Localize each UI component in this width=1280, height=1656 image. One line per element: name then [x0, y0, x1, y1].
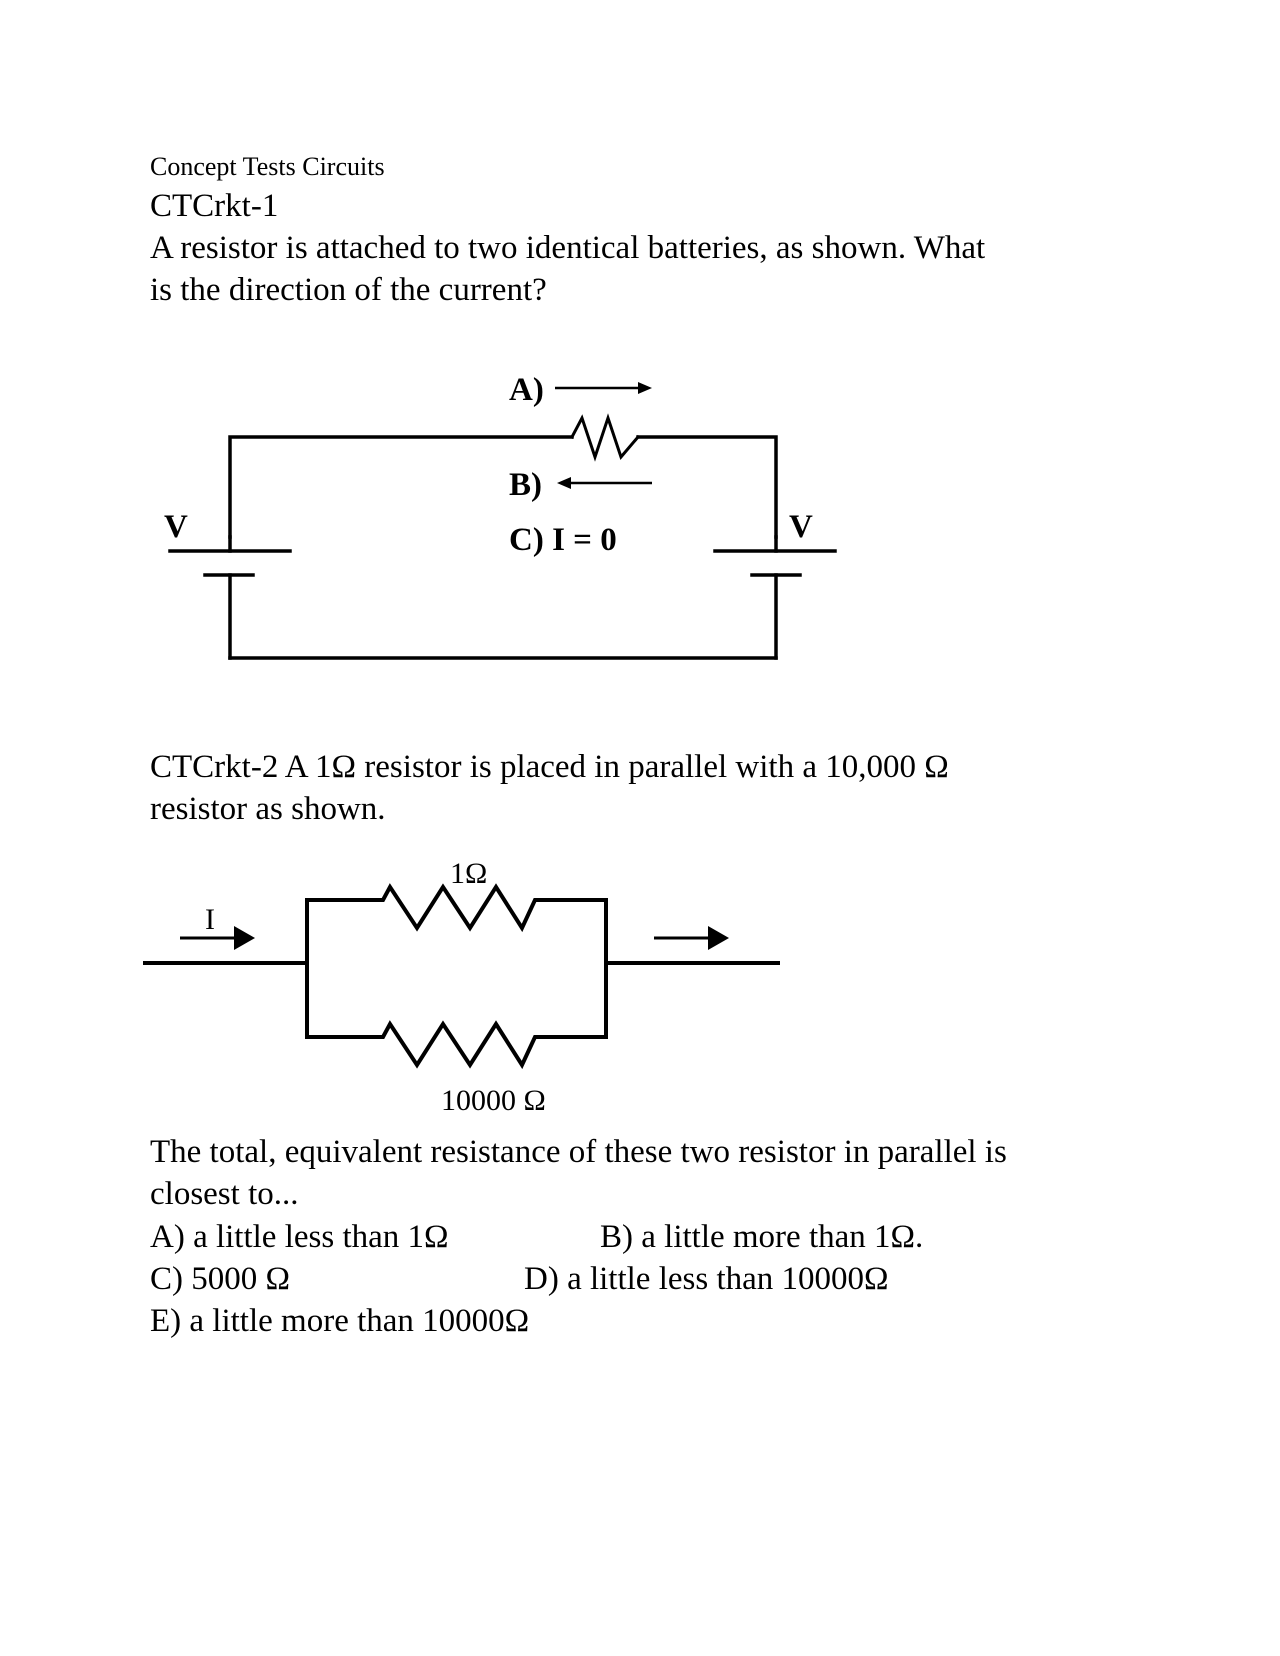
current-label: I: [205, 903, 215, 936]
arrow-left-head: [557, 477, 571, 489]
q2-question-line2: closest to...: [150, 1176, 299, 1212]
q1-question-line2: is the direction of the current?: [150, 272, 547, 308]
choice-c: C) 5000 Ω: [150, 1261, 291, 1297]
page-header: Concept Tests Circuits: [150, 152, 385, 181]
top-resistor-label: 1Ω: [450, 857, 488, 890]
option-a-label: A): [509, 372, 544, 408]
option-c-label: C) I = 0: [509, 522, 617, 558]
wire-top-right: [638, 437, 776, 537]
bottom-branch: [307, 1024, 606, 1065]
resistor-zigzag: [572, 418, 638, 457]
option-b-label: B): [509, 467, 542, 503]
q1-id: CTCrkt-1: [150, 188, 279, 224]
choice-d: D) a little less than 10000Ω: [524, 1261, 889, 1297]
current-arrow-out-head: [708, 926, 729, 950]
top-branch: [307, 887, 606, 928]
current-arrow-in-head: [234, 926, 255, 950]
circuit-diagram-parallel: [0, 850, 1280, 1117]
bottom-resistor-label: 10000 Ω: [441, 1084, 546, 1117]
q2-intro-line1: CTCrkt-2 A 1Ω resistor is placed in parallel with a 10,000 Ω: [150, 749, 949, 785]
battery-left-label: V: [164, 509, 188, 545]
q2-question-line1: The total, equivalent resistance of these two resistor in parallel is: [150, 1134, 1007, 1170]
q2-intro-line2: resistor as shown.: [150, 791, 386, 827]
arrow-right-head: [638, 382, 652, 394]
battery-right-label: V: [789, 509, 813, 545]
choice-a: A) a little less than 1Ω: [150, 1219, 449, 1255]
q1-question-line1: A resistor is attached to two identical batteries, as shown. What: [150, 230, 986, 266]
choice-e: E) a little more than 10000Ω: [150, 1303, 530, 1339]
circuit-diagram-batteries: [0, 350, 1280, 690]
choice-b: B) a little more than 1Ω.: [600, 1219, 924, 1255]
